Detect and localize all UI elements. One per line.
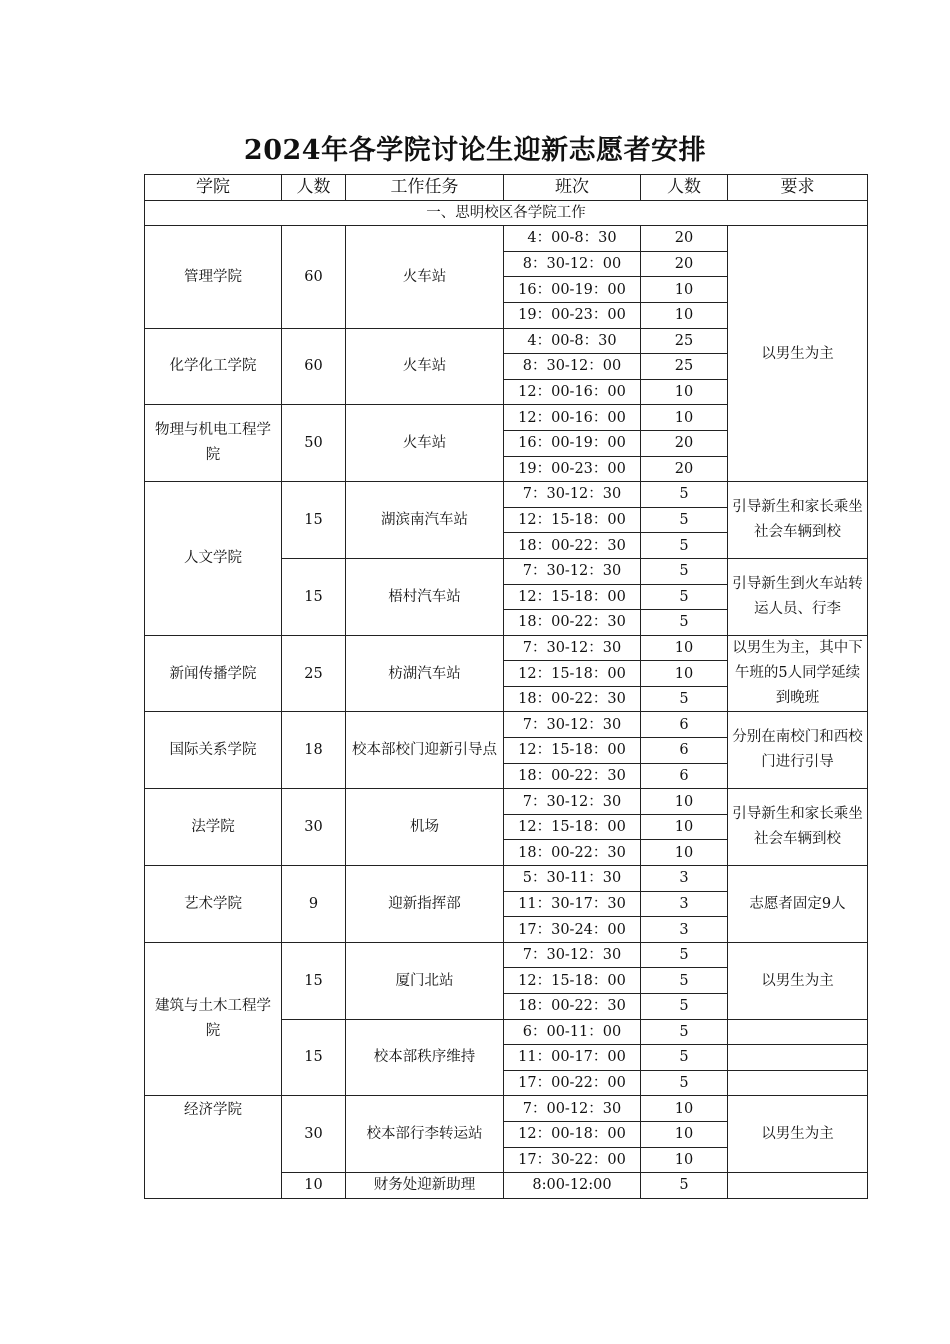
task-cell: 校本部秩序维持: [346, 1019, 504, 1096]
shift-cell: 7：30-12：30: [504, 482, 641, 508]
shift-count-cell: 20: [641, 456, 728, 482]
shift-cell: 17：30-22：00: [504, 1147, 641, 1173]
shift-cell: 18：00-22：30: [504, 763, 641, 789]
task-cell: 校本部行李转运站: [346, 1096, 504, 1173]
volunteer-schedule-table: [144, 174, 868, 1199]
shift-cell: 16：00-19：00: [504, 277, 641, 303]
shift-count-cell: 5: [641, 942, 728, 968]
college-cell: 人文学院: [145, 482, 282, 636]
college-cell: 法学院: [145, 789, 282, 866]
shift-cell: 4：00-8：30: [504, 328, 641, 354]
task-cell: 火车站: [346, 405, 504, 482]
task-cell: 厦门北站: [346, 942, 504, 1019]
shift-count-cell: 5: [641, 507, 728, 533]
count-cell: 15: [282, 482, 346, 559]
shift-cell: 8：30-12：00: [504, 251, 641, 277]
shift-count-cell: 5: [641, 558, 728, 584]
count-cell: 30: [282, 1096, 346, 1173]
shift-count-cell: 10: [641, 1096, 728, 1122]
page-title: 2024年各学院讨论生迎新志愿者安排: [243, 135, 707, 166]
requirement-cell: [728, 1173, 868, 1199]
college-cell: 艺术学院: [145, 866, 282, 943]
college-cell: 建筑与土木工程学院: [145, 942, 282, 1096]
table-row: [145, 789, 868, 815]
shift-count-cell: 10: [641, 840, 728, 866]
section-row: [145, 200, 868, 226]
college-cell: 化学化工学院: [145, 328, 282, 405]
task-cell: 梧村汽车站: [346, 558, 504, 635]
shift-cell: 7：00-12：30: [504, 1096, 641, 1122]
shift-count-cell: 5: [641, 968, 728, 994]
college-cell: 物理与机电工程学院: [145, 405, 282, 482]
count-cell: 15: [282, 558, 346, 635]
shift-cell: 12：00-16：00: [504, 379, 641, 405]
count-cell: 60: [282, 328, 346, 405]
shift-cell: 12：15-18：00: [504, 584, 641, 610]
requirement-cell: [728, 1019, 868, 1045]
shift-cell: 19：00-23：00: [504, 302, 641, 328]
shift-cell: 8:00-12:00: [504, 1173, 641, 1199]
shift-count-cell: 6: [641, 763, 728, 789]
header-count: 人数: [282, 175, 346, 201]
college-cell: 新闻传播学院: [145, 635, 282, 712]
shift-count-cell: 5: [641, 584, 728, 610]
shift-cell: 17：00-22：00: [504, 1070, 641, 1096]
shift-cell: 7：30-12：30: [504, 712, 641, 738]
shift-count-cell: 3: [641, 891, 728, 917]
shift-cell: 19：00-23：00: [504, 456, 641, 482]
shift-count-cell: 3: [641, 866, 728, 892]
task-cell: 校本部校门迎新引导点: [346, 712, 504, 789]
shift-count-cell: 10: [641, 661, 728, 687]
header-shift-count: 人数: [641, 175, 728, 201]
shift-cell: 18：00-22：30: [504, 686, 641, 712]
shift-cell: 17：30-24：00: [504, 917, 641, 943]
count-cell: 18: [282, 712, 346, 789]
shift-count-cell: 10: [641, 1147, 728, 1173]
task-cell: 迎新指挥部: [346, 866, 504, 943]
shift-cell: 12：15-18：00: [504, 661, 641, 687]
shift-cell: 6：00-11：00: [504, 1019, 641, 1045]
shift-count-cell: 10: [641, 814, 728, 840]
requirement-cell: [728, 1070, 868, 1096]
shift-cell: 12：15-18：00: [504, 738, 641, 764]
shift-count-cell: 10: [641, 789, 728, 815]
shift-count-cell: 5: [641, 686, 728, 712]
shift-count-cell: 10: [641, 405, 728, 431]
requirement-cell: 志愿者固定9人: [728, 866, 868, 943]
shift-count-cell: 25: [641, 354, 728, 380]
shift-cell: 5：30-11：30: [504, 866, 641, 892]
section-title: 一、思明校区各学院工作: [145, 200, 868, 226]
requirement-cell: 以男生为主: [728, 942, 868, 1019]
shift-cell: 12：15-18：00: [504, 507, 641, 533]
table-row: [145, 866, 868, 892]
requirement-cell: 分别在南校门和西校门进行引导: [728, 712, 868, 789]
count-cell: 50: [282, 405, 346, 482]
requirement-cell: 以男生为主，其中下午班的5人同学延续到晚班: [728, 635, 868, 712]
shift-count-cell: 5: [641, 1045, 728, 1071]
count-cell: 9: [282, 866, 346, 943]
shift-count-cell: 20: [641, 430, 728, 456]
count-cell: 30: [282, 789, 346, 866]
shift-cell: 12：15-18：00: [504, 968, 641, 994]
task-cell: 机场: [346, 789, 504, 866]
shift-count-cell: 5: [641, 1173, 728, 1199]
shift-count-cell: 5: [641, 1070, 728, 1096]
shift-count-cell: 10: [641, 1121, 728, 1147]
table-row: [145, 226, 868, 252]
shift-cell: 12：15-18：00: [504, 814, 641, 840]
shift-count-cell: 10: [641, 379, 728, 405]
count-cell: 25: [282, 635, 346, 712]
shift-cell: 18：00-22：30: [504, 994, 641, 1020]
count-cell: 15: [282, 1019, 346, 1096]
shift-cell: 4：00-8：30: [504, 226, 641, 252]
table-row: [145, 635, 868, 661]
shift-count-cell: 6: [641, 712, 728, 738]
shift-count-cell: 10: [641, 277, 728, 303]
shift-cell: 16：00-19：00: [504, 430, 641, 456]
shift-cell: 12：00-18：00: [504, 1121, 641, 1147]
shift-count-cell: 3: [641, 917, 728, 943]
count-cell: 60: [282, 226, 346, 328]
table-row: [145, 1096, 868, 1122]
shift-count-cell: 5: [641, 482, 728, 508]
shift-cell: 11：00-17：00: [504, 1045, 641, 1071]
shift-cell: 7：30-12：30: [504, 789, 641, 815]
shift-count-cell: 5: [641, 994, 728, 1020]
task-cell: 火车站: [346, 328, 504, 405]
shift-cell: 7：30-12：30: [504, 558, 641, 584]
requirement-cell: 引导新生和家长乘坐社会车辆到校: [728, 789, 868, 866]
shift-count-cell: 5: [641, 1019, 728, 1045]
header-row: [145, 175, 868, 201]
task-cell: 财务处迎新助理: [346, 1173, 504, 1199]
shift-count-cell: 20: [641, 226, 728, 252]
shift-cell: 8：30-12：00: [504, 354, 641, 380]
shift-count-cell: 5: [641, 533, 728, 559]
count-cell: 15: [282, 942, 346, 1019]
shift-count-cell: 20: [641, 251, 728, 277]
task-cell: 火车站: [346, 226, 504, 328]
table-row: [145, 482, 868, 508]
college-cell: 国际关系学院: [145, 712, 282, 789]
shift-count-cell: 25: [641, 328, 728, 354]
table-row: [145, 712, 868, 738]
header-shift: 班次: [504, 175, 641, 201]
requirement-cell: 引导新生和家长乘坐社会车辆到校: [728, 482, 868, 559]
shift-cell: 18：00-22：30: [504, 533, 641, 559]
header-requirement: 要求: [728, 175, 868, 201]
shift-cell: 18：00-22：30: [504, 610, 641, 636]
shift-count-cell: 10: [641, 635, 728, 661]
shift-cell: 11：30-17：30: [504, 891, 641, 917]
table-row: [145, 942, 868, 968]
count-cell: 10: [282, 1173, 346, 1199]
college-cell: 管理学院: [145, 226, 282, 328]
shift-cell: 12：00-16：00: [504, 405, 641, 431]
college-cell: 经济学院: [145, 1096, 282, 1198]
task-cell: 枋湖汽车站: [346, 635, 504, 712]
shift-cell: 7：30-12：30: [504, 635, 641, 661]
requirement-cell: 引导新生到火车站转运人员、行李: [728, 558, 868, 635]
task-cell: 湖滨南汽车站: [346, 482, 504, 559]
shift-cell: 7：30-12：30: [504, 942, 641, 968]
header-college: 学院: [145, 175, 282, 201]
requirement-cell: [728, 1045, 868, 1071]
requirement-cell: 以男生为主: [728, 1096, 868, 1173]
header-task: 工作任务: [346, 175, 504, 201]
requirement-cell: 以男生为主: [728, 226, 868, 482]
shift-count-cell: 5: [641, 610, 728, 636]
shift-count-cell: 10: [641, 302, 728, 328]
shift-count-cell: 6: [641, 738, 728, 764]
shift-cell: 18：00-22：30: [504, 840, 641, 866]
